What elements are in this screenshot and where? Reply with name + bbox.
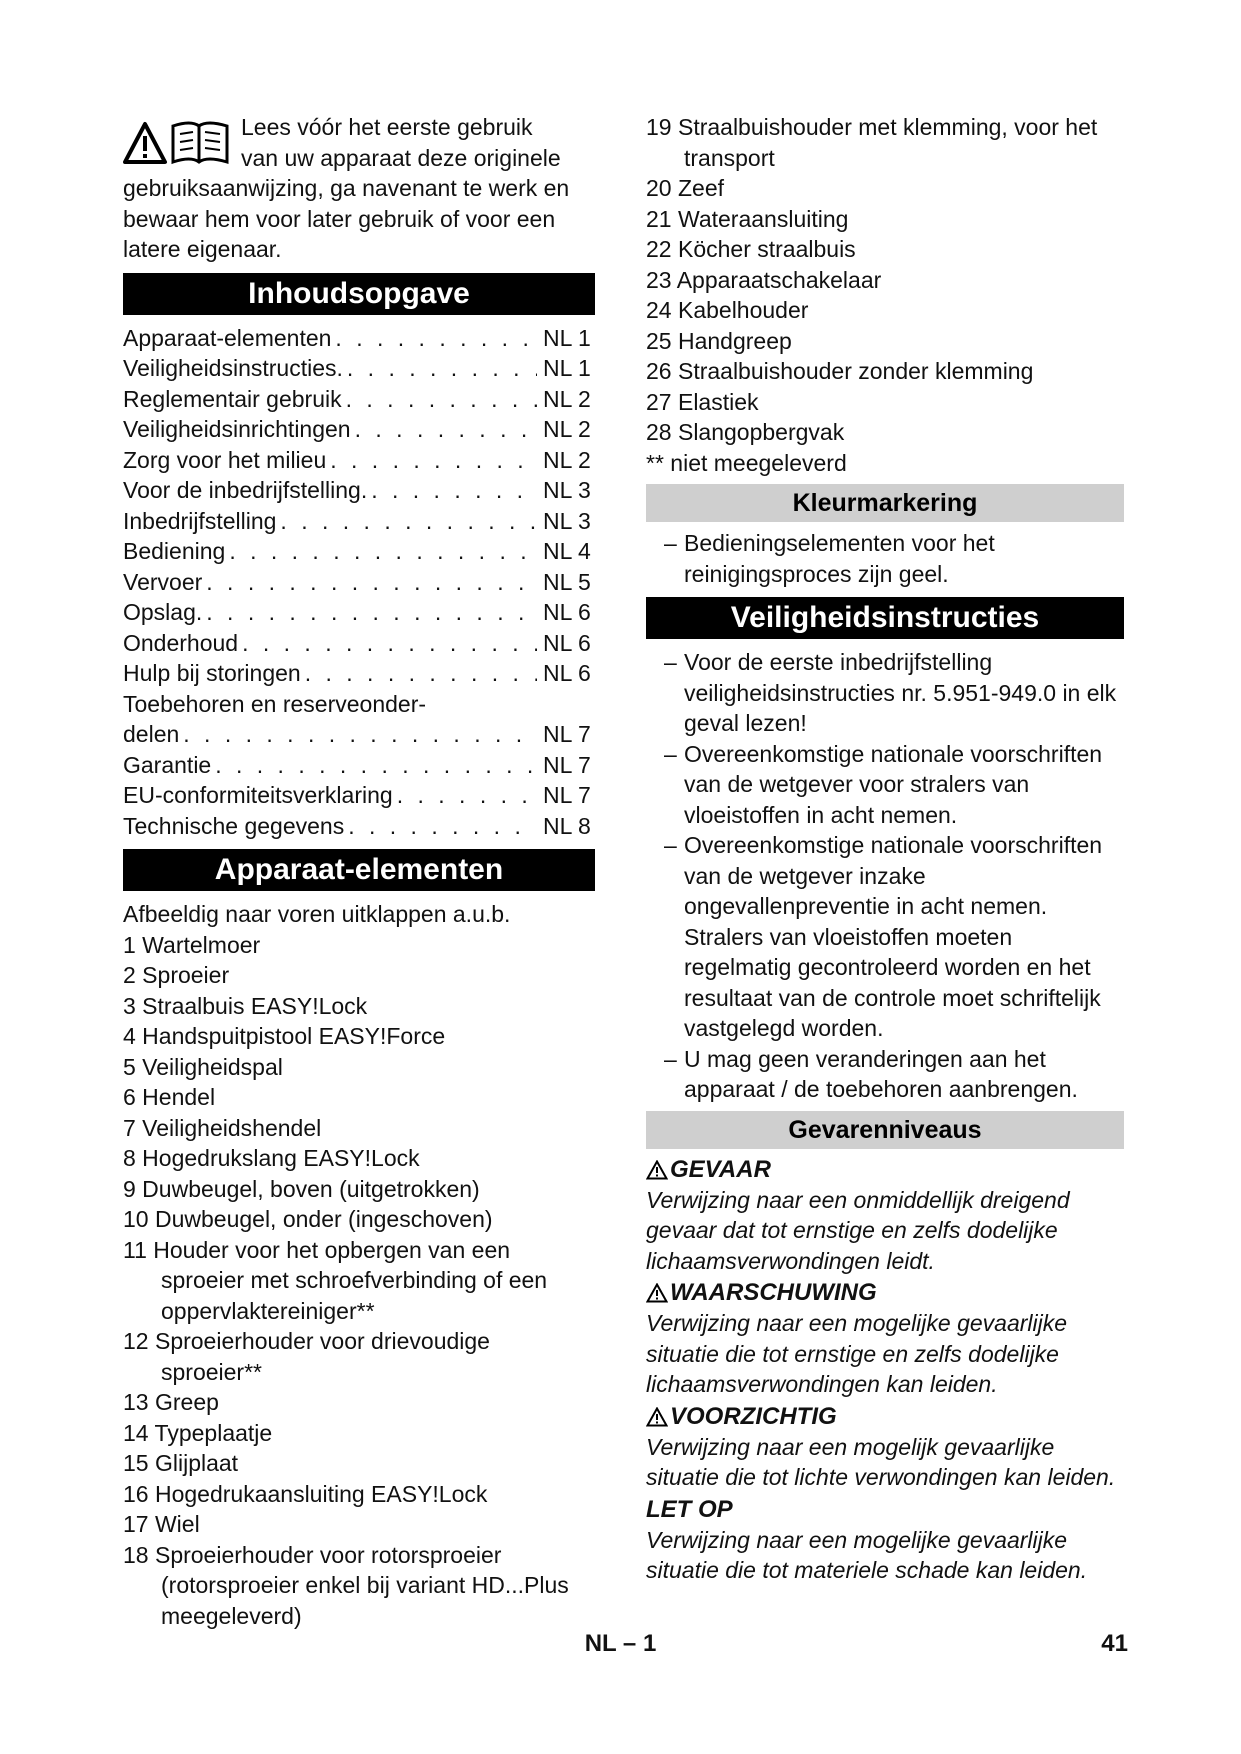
toc-label: Apparaat-elementen [123,324,332,351]
hazard-level-text: Verwijzing naar een mogelijke gevaarlijke situatie die tot ernstige en zelfs dodelijke lichaamsverwondingen kan leiden. [646,1310,1068,1397]
hazard-level-name: GEVAAR [670,1155,771,1183]
list-item: 26 Straalbuishouder zonder klemming [646,358,1034,384]
toc-label: Bediening [123,538,226,564]
footer-section-page: NL – 1 [584,1630,657,1657]
toc-heading: Inhoudsopgave [123,273,595,315]
toc-label: Garantie [123,751,212,778]
list-item: 8 Hogedrukslang EASY!Lock [123,1145,420,1171]
warning-and-manual-icons [123,120,233,168]
safety-item-text: U mag geen veranderingen aan het apparaat / de toebehoren aanbrengen. [684,1045,1078,1102]
elements-heading: Apparaat-elementen [123,849,595,891]
list-item: 19 Straalbuishouder met klemming, voor het transport [646,114,1098,171]
list-item: 28 Slangopbergvak [646,419,845,445]
list-item: 3 Straalbuis EASY!Lock [123,992,368,1019]
hazard-level-name: LET OP [646,1495,733,1523]
list-item: 1 Wartelmoer [123,931,261,958]
safety-item: – U mag geen veranderingen aan het apparaat / de toebehoren aanbrengen. [664,1045,1078,1102]
toc-row [123,475,595,506]
hazard-level-text: Verwijzing naar een mogelijk gevaarlijke situatie die tot lichte verwondingen kan leiden. [646,1433,1116,1490]
warning-triangle-icon [646,1283,668,1303]
intro-text: gebruiksaanwijzing, ga navenant te werk en bewaar hem voor later gebruik of voor een latere eigenaar. [123,175,570,262]
toc-page: NL 2 [543,416,591,442]
list-item: 27 Elastiek [646,388,759,415]
safety-item-text: Overeenkomstige nationale voorschriften van de wetgever inzake ongevallenpreventie in acht nemen. Stralers van vloeistoffen moeten regelmatig gecontroleerd worden en het resultaat van de controle moet schriftelijk vastgelegd worden. [684,832,1103,1041]
toc-page: NL 2 [543,446,591,473]
toc-row [123,658,595,689]
toc-row [123,536,595,567]
list-item: 16 Hogedrukaansluiting EASY!Lock [123,1480,488,1507]
footer-page-number: 41 [1101,1630,1128,1657]
list-item: 6 Hendel [123,1084,216,1110]
toc-label: Inbedrijfstelling [123,507,277,534]
color-marking-text: Bedieningselementen voor het reinigingsproces zijn geel. [684,530,995,587]
toc-label: Reglementair gebruik [123,385,342,412]
intro-line-1: Lees vóór het eerste gebruik [241,114,533,140]
toc-row [123,811,595,842]
toc-label: Technische gegevens [123,812,345,839]
toc-row [123,414,595,445]
list-item: 24 Kabelhouder [646,297,809,323]
list-item: 11 Houder voor het opbergen van een sproeier met schroefverbinding of een oppervlaktereiniger** [123,1236,548,1324]
toc-wrap-line: Toebehoren en reserveonder- [123,690,427,717]
toc-label: EU-conformiteitsverklaring [123,782,393,808]
hazard-level-title [646,1155,1124,1185]
hazard-heading: Gevarenniveaus [646,1111,1124,1149]
toc-page: NL 7 [543,721,591,747]
list-item: 5 Veiligheidspal [123,1053,283,1080]
list-item: 25 Handgreep [646,327,792,354]
warning-triangle-icon [646,1407,668,1427]
toc-page: NL 4 [543,538,591,564]
toc-row [123,353,595,384]
safety-item: – Voor de eerste inbedrijfstelling veiligheidsinstructies nr. 5.951-949.0 in elk geval lezen! [664,649,1117,736]
safety-heading: Veiligheidsinstructies [646,597,1124,639]
hazard-level-title [646,1278,1124,1308]
toc-page: NL 5 [543,568,591,595]
safety-item: – Overeenkomstige nationale voorschriften van de wetgever inzake ongevallenpreventie in acht nemen. Stralers van vloeistoffen moeten regelmatig gecontroleerd worden en het resultaat van de controle moet schriftelijk vastgelegd worden. [664,832,1103,1041]
hazard-level-title [646,1495,1124,1525]
list-item: 21 Wateraansluiting [646,205,849,232]
table-of-contents [123,323,595,842]
elements-list-left [123,930,595,1632]
color-marking-heading: Kleurmarkering [646,484,1124,522]
toc-label: Opslag. [123,599,203,625]
safety-item: – Overeenkomstige nationale voorschriften van de wetgever voor stralers van vloeistoffen in acht nemen. [664,740,1103,828]
list-item: 9 Duwbeugel, boven (uitgetrokken) [123,1175,480,1202]
toc-row [123,597,595,628]
toc-row [123,506,595,537]
toc-page: NL 7 [543,782,591,808]
toc-label: Zorg voor het milieu [123,446,327,473]
safety-list [646,647,1124,1105]
list-item: 10 Duwbeugel, onder (ingeschoven) [123,1206,493,1232]
safety-item-text: Voor de eerste inbedrijfstelling veiligheidsinstructies nr. 5.951-949.0 in elk geval lezen! [684,649,1117,736]
toc-label: Vervoer [123,568,203,595]
list-item: 2 Sproeier [123,962,230,988]
hazard-level-name: VOORZICHTIG [670,1402,837,1430]
list-item: 14 Typeplaatje [123,1419,273,1446]
list-item: 23 Apparaatschakelaar [646,266,882,293]
toc-row [123,780,595,811]
intro [123,112,595,265]
open-book-icon [173,123,227,162]
warning-triangle-icon [125,124,165,162]
elements-list-right [646,112,1124,478]
toc-page: NL 8 [543,812,591,839]
toc-row [123,323,595,354]
toc-label: delen [123,721,180,747]
list-item: 20 Zeef [646,175,724,201]
toc-page: NL 7 [543,751,591,778]
toc-page: NL 1 [543,324,591,351]
toc-label: Hulp bij storingen [123,660,301,686]
list-item: 13 Greep [123,1389,219,1415]
toc-row [123,384,595,415]
toc-label: Onderhoud [123,629,239,656]
hazard-level-title [646,1402,1124,1432]
toc-page: NL 6 [543,660,591,686]
toc-row [123,567,595,598]
elements-note: Afbeeldig naar voren uitklappen a.u.b. [123,901,511,927]
toc-page: NL 3 [543,507,591,534]
list-item: 4 Handspuitpistool EASY!Force [123,1023,446,1049]
hazard-levels [646,1155,1124,1586]
hazard-level-text: Verwijzing naar een mogelijke gevaarlijke situatie die tot materiele schade kan leiden. [646,1526,1088,1583]
list-item: 12 Sproeierhouder voor drievoudige sproeier** [123,1328,490,1385]
color-marking-item: – Bedieningselementen voor het reinigingsproces zijn geel. [664,530,995,587]
hazard-level-text: Verwijzing naar een onmiddellijk dreigend gevaar dat tot ernstige en zelfs dodelijke lichaamsverwondingen leidt. [646,1186,1070,1274]
right-column [646,112,1124,1586]
toc-row [123,445,595,476]
list-item: ** niet meegeleverd [646,449,847,476]
toc-label: Veiligheidsinrichtingen [123,416,351,442]
warning-triangle-icon [646,1160,668,1180]
list-item: 18 Sproeierhouder voor rotorsproeier (rotorsproeier enkel bij variant HD...Plus meegeleverd) [123,1541,569,1629]
left-column [123,112,595,1631]
intro-line-2: van uw apparaat deze originele [241,144,561,171]
toc-label: Veiligheidsinstructies. [123,355,343,381]
list-item: 17 Wiel [123,1511,200,1537]
list-item: 7 Veiligheidshendel [123,1114,322,1141]
toc-page: NL 2 [543,385,591,412]
hazard-level-name: WAARSCHUWING [670,1279,877,1306]
list-item: 15 Glijplaat [123,1450,239,1476]
list-item: 22 Köcher straalbuis [646,236,856,262]
toc-page: NL 1 [543,355,591,381]
toc-row [123,750,595,781]
safety-item-text: Overeenkomstige nationale voorschriften van de wetgever voor stralers van vloeistoffen in acht nemen. [684,740,1103,828]
toc-label: Voor de inbedrijfstelling. [123,477,368,503]
toc-row [123,719,595,750]
toc-page: NL 6 [543,629,591,656]
toc-row [123,628,595,659]
toc-page: NL 6 [543,599,591,625]
toc-page: NL 3 [543,477,591,503]
